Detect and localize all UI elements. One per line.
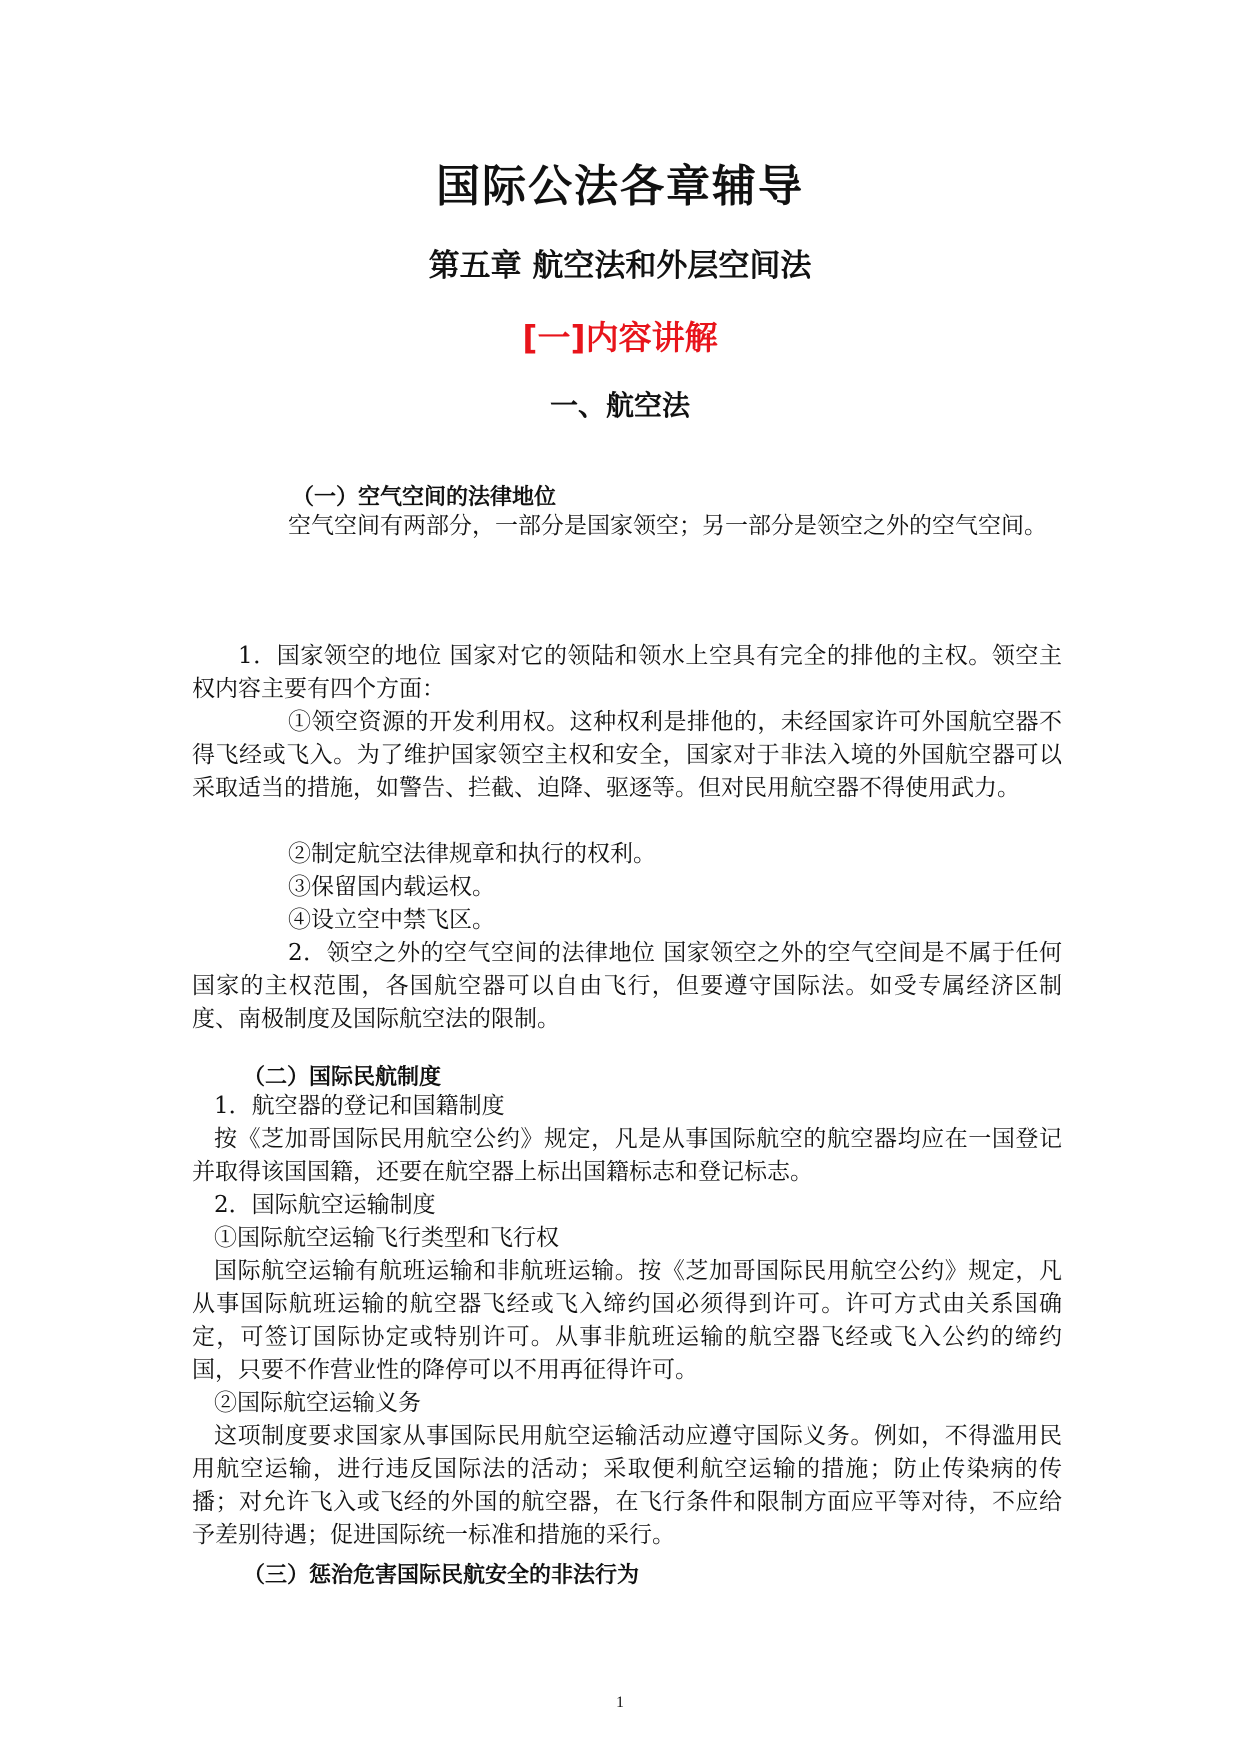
- paragraph-outside-airspace: 2．领空之外的空气空间的法律地位 国家领空之外的空气空间是不属于任何国家的主权范围，各国航空器可以自由飞行，但要遵守国际法。如受专属经济区制度、南极制度及国际航空法的限制。: [192, 940, 1062, 1032]
- paragraph-registration: 按《芝加哥国际民用航空公约》规定，凡是从事国际航空的航空器均应在一国登记并取得该国国籍，还要在航空器上标出国籍标志和登记标志。: [192, 1126, 1062, 1185]
- item-air-transport: 2．国际航空运输制度: [214, 1192, 436, 1218]
- item-registration: 1．航空器的登记和国籍制度: [214, 1093, 505, 1119]
- heading-unlawful-acts: （三）惩治危害国际民航安全的非法行为: [243, 1563, 640, 1588]
- chapter-title: 第五章 航空法和外层空间法: [428, 248, 812, 284]
- paragraph-flight-types: 国际航空运输有航班运输和非航班运输。按《芝加哥国际民用航空公约》规定，凡从事国际航班运输的航空器飞经或飞入缔约国必须得到许可。许可方式由关系国确定，可签订国际协定或特别许可。从事非航班运输的航空器飞经或飞入公约的缔约国，只要不作营业性的降停可以不用再征得许可。: [192, 1258, 1062, 1383]
- paragraph-obligations: 这项制度要求国家从事国际民用航空运输活动应遵守国际义务。例如，不得滥用民用航空运输，进行违反国际法的活动；采取便利航空运输的措施；防止传染病的传播；对允许飞入或飞经的外国的航空器，在飞行条件和限制方面应平等对待，不应给予差别待遇；促进国际统一标准和措施的采行。: [192, 1423, 1062, 1548]
- subitem-flight-types: ①国际航空运输飞行类型和飞行权: [214, 1225, 559, 1251]
- paragraph-right-2: ②制定航空法律规章和执行的权利。: [288, 841, 656, 867]
- paragraph-territorial-airspace: 1．国家领空的地位 国家对它的领陆和领水上空具有完全的排他的主权。领空主权内容主要有四个方面：: [192, 643, 1062, 702]
- document-title: 国际公法各章辅导: [436, 161, 804, 212]
- section-title: [一]内容讲解: [522, 318, 718, 357]
- page-number: 1: [616, 1694, 624, 1711]
- heading-airspace-status: （一）空气空间的法律地位: [292, 485, 557, 510]
- paragraph-right-4: ④设立空中禁飞区。: [288, 907, 495, 933]
- paragraph-airspace-intro: 空气空间有两部分，一部分是国家领空；另一部分是领空之外的空气空间。: [288, 513, 1047, 539]
- subitem-obligations: ②国际航空运输义务: [214, 1390, 421, 1416]
- subsection-title: 一、航空法: [549, 389, 690, 422]
- heading-civil-aviation: （二）国际民航制度: [243, 1065, 442, 1090]
- paragraph-right-3: ③保留国内载运权。: [288, 874, 495, 900]
- paragraph-right-1: ①领空资源的开发利用权。这种权利是排他的，未经国家许可外国航空器不得飞经或飞入。为了维护国家领空主权和安全，国家对于非法入境的外国航空器可以采取适当的措施，如警告、拦截、迫降、驱逐等。但对民用航空器不得使用武力。: [192, 709, 1062, 801]
